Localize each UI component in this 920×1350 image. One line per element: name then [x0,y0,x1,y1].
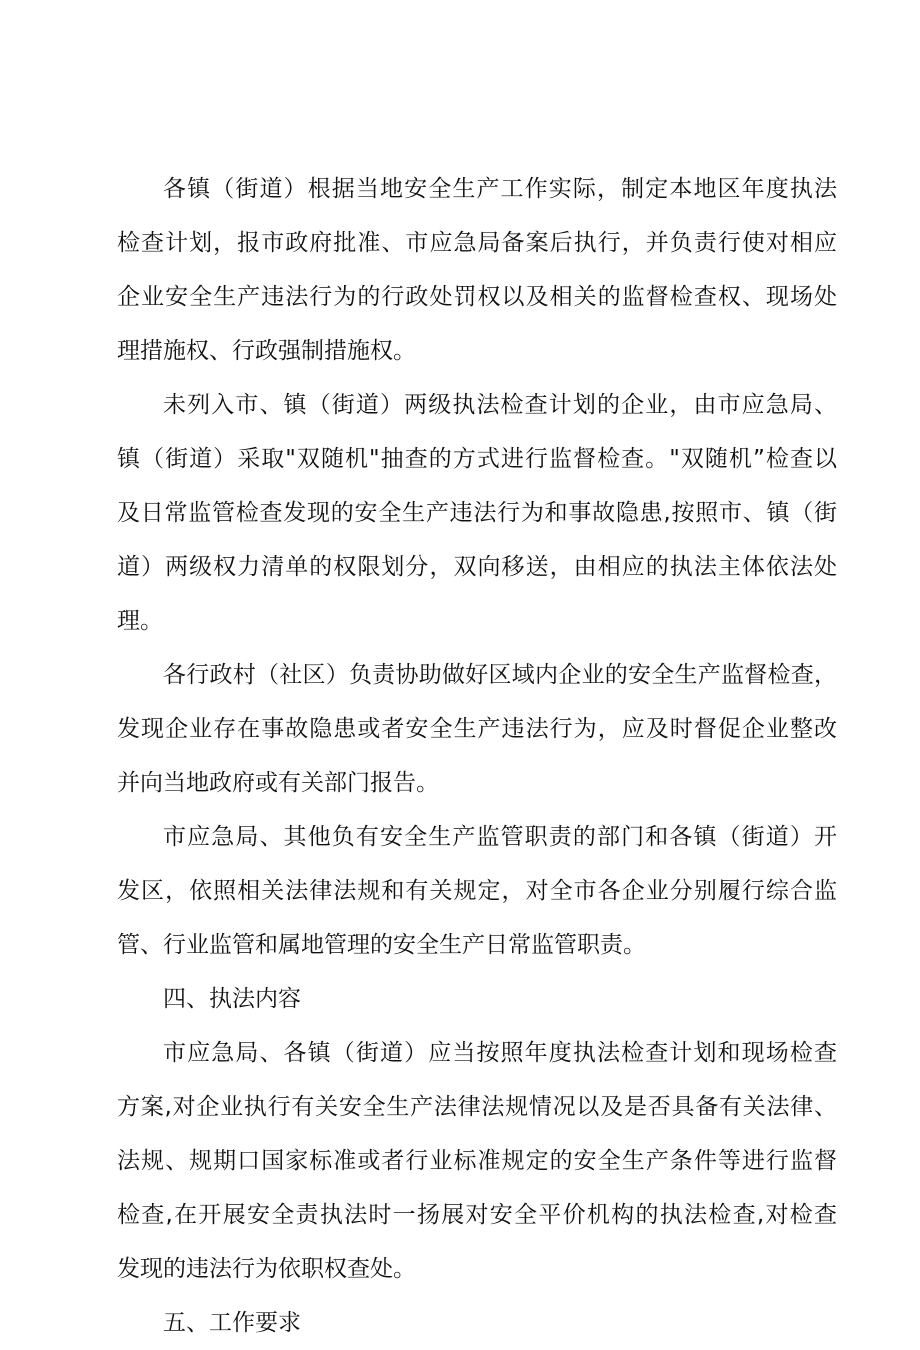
text-line: 及日常监管检查发现的安全生产违法行为和事故隐患,按照市、镇（街 [117,500,837,526]
section-heading: 五、工作要求 [163,1310,301,1336]
text-line: 并向当地政府或有关部门报告。 [117,770,439,796]
text-line: 发现的违法行为依职权查处。 [117,1256,416,1282]
text-line: 市应急局、其他负有安全生产监管职责的部门和各镇（街道）开 [163,824,837,850]
paragraph-enforcement-plan [117,162,837,378]
paragraph-supervision-duties [117,810,837,972]
text-line: 检查,在开展安全责执法时一扬展对安全平价机构的执法检查,对检查 [117,1202,837,1228]
text-line: 检查计划，报市政府批准、市应急局备案后执行，并负责行使对相应 [117,230,837,256]
text-line: 市应急局、各镇（街道）应当按照年度执法检查计划和现场检查 [163,1040,837,1066]
document-body [117,162,837,1350]
paragraph-double-random-inspection [117,378,837,648]
paragraph-enforcement-content [117,1026,837,1296]
text-line: 法规、规期口国家标准或者行业标准规定的安全生产条件等进行监督 [117,1148,837,1174]
text-line: 各行政村（社区）负责协助做好区域内企业的安全生产监督检查， [163,662,837,688]
text-line: 管、行业监管和属地管理的安全生产日常监管职责。 [117,932,646,958]
text-line: 发现企业存在事故隐患或者安全生产违法行为，应及时督促企业整改 [117,716,837,742]
section-heading-enforcement-content [117,972,837,1026]
section-heading: 四、执法内容 [163,986,301,1012]
text-line: 发区，依照相关法律法规和有关规定，对全市各企业分别履行综合监 [117,878,837,904]
section-heading-work-requirements [117,1296,837,1350]
text-line: 未列入市、镇（街道）两级执法检查计划的企业，由市应急局、 [163,392,837,418]
text-line: 企业安全生产违法行为的行政处罚权以及相关的监督检查权、现场处 [117,284,837,310]
paragraph-village-assistance [117,648,837,810]
text-line: 各镇（街道）根据当地安全生产工作实际，制定本地区年度执法 [163,176,837,202]
text-line: 理。 [117,608,163,634]
text-line: 理措施权、行政强制措施权。 [117,338,416,364]
text-line: 道）两级权力清单的权限划分，双向移送，由相应的执法主体依法处 [117,554,837,580]
text-line: 镇（街道）采取"双随机"抽查的方式进行监督检查。"双随机”检查以 [117,446,837,472]
text-line: 方案,对企业执行有关安全生产法律法规情况以及是否具备有关法律、 [117,1094,837,1120]
